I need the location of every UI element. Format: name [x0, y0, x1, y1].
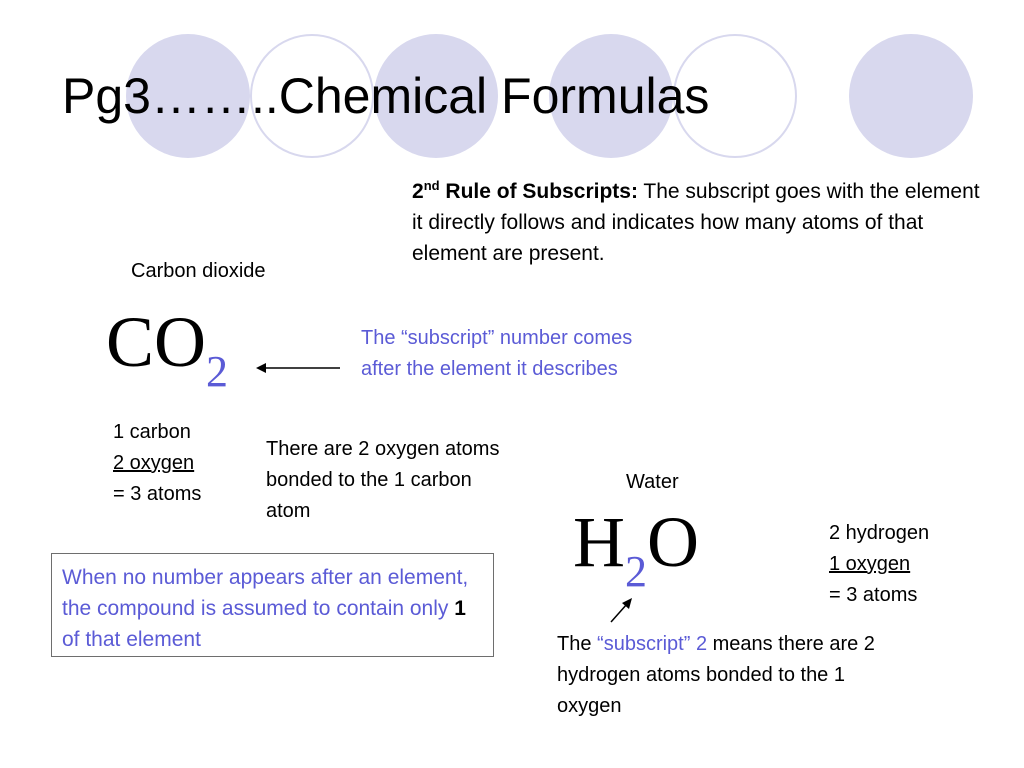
co2-arrow [254, 360, 344, 376]
co2-subscript-explanation: The “subscript” number comes after the element it describes [361, 327, 633, 380]
water-formula-o: O [647, 502, 699, 582]
water-count-hydrogen: 2 hydrogen [829, 522, 930, 544]
water-subscript-note [557, 629, 887, 722]
co2-count-total: = 3 atoms [113, 483, 202, 505]
water-count-oxygen: 1 oxygen [829, 553, 911, 575]
co2-formula-subscript: 2 [206, 347, 229, 396]
co2-count-oxygen: 2 oxygen [113, 452, 195, 474]
water-note-highlight: “subscript” 2 [597, 633, 708, 655]
box-note-bold-one: 1 [454, 597, 466, 620]
box-note-text-after: of that element [62, 628, 201, 651]
water-formula-subscript: 2 [625, 547, 647, 596]
co2-count-carbon: 1 carbon [113, 421, 191, 443]
rule-heading [412, 180, 638, 203]
water-formula-h: H [573, 502, 625, 582]
co2-name: Carbon dioxide [131, 260, 266, 282]
co2-bond-note: There are 2 oxygen atoms bonded to the 1 carbon atom [266, 438, 500, 522]
water-name: Water [626, 471, 679, 493]
slide-title: Pg3……..Chemical Formulas [62, 68, 710, 124]
water-note-suffix: means there are 2 hydrogen atoms bonded to the 1 oxygen [557, 633, 875, 717]
co2-atom-count [113, 417, 201, 510]
co2-formula-main: CO [106, 302, 207, 382]
rule-number-suffix: nd [423, 178, 440, 193]
water-count-total: = 3 atoms [829, 584, 918, 606]
rule-text: The subscript goes with the element it directly follows and indicates how many atoms of that element are present. [412, 180, 980, 265]
water-atom-count [829, 518, 929, 611]
water-note-prefix: The [557, 633, 598, 655]
rule-number: 2 [412, 180, 424, 203]
rule-heading-text: Rule of Subscripts: [445, 180, 638, 203]
decor-circle-6 [849, 34, 973, 158]
water-formula [573, 502, 699, 596]
rule-of-subscripts [412, 176, 992, 269]
box-note-text-before: When no number appears after an element, the compound is assumed to contain only [62, 566, 469, 620]
co2-formula [106, 302, 229, 396]
water-arrow [608, 596, 638, 626]
implicit-one-note-box [51, 553, 494, 657]
